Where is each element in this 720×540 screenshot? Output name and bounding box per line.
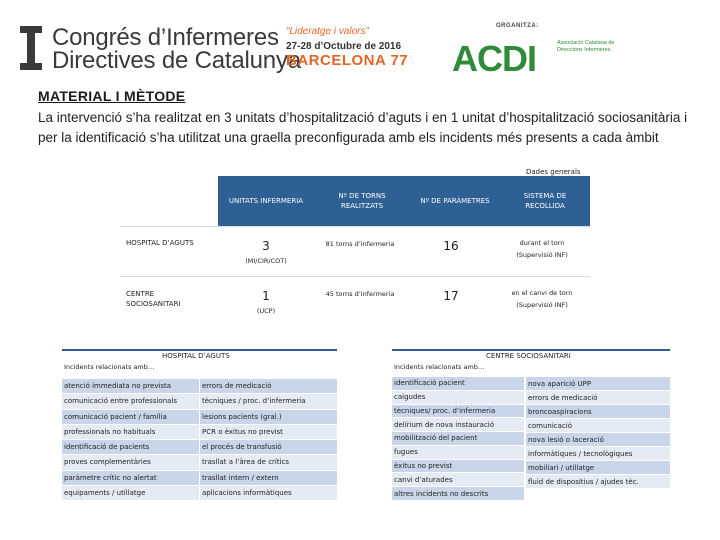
hospital-incident-right: PCR o èxitus no previst [200,425,337,440]
sociosanitari-incidents-table [392,377,670,501]
hospital-table-row [62,455,337,470]
hospital-incident-right: tècniques / proc. d’infermeria [200,394,337,409]
sociosanitari-incident-right: nova aparició UPP [526,377,670,391]
units-count: 3 [262,239,270,253]
sociosanitari-incident-left: èxitus no previst [392,460,524,474]
congress-title-line2: Directives de Catalunya [52,47,301,74]
shifts-count: 45 torns d’infermeria [325,290,395,298]
hospital-incident-left: comunicació entre professionals [62,394,200,409]
sociosanitari-incident-left: canvi d’aturades [392,473,524,487]
hospital-table-row [62,410,337,425]
hospital-incidents-table [62,379,337,501]
intro-paragraph: La intervenció s’ha realitzat en 3 unitats d’hospitalització d’aguts i en 1 unitat d’hospitalització sociosanitària i per la identificació s’ha utilitzat una graella preconfigurada amb els incidents més presents a cada àmbit [38,110,688,145]
hospital-incident-right: aplicacions informàtiques [200,486,337,501]
hospital-table-row [62,394,337,409]
congress-city: BARCELONA 77 [286,52,409,69]
hospital-table-row [62,379,337,394]
header-params: Nº DE PARÀMETRES [420,197,490,205]
general-table-caption: Dades generals [526,168,581,176]
hospital-incident-right: lesions pacients (gral.) [200,410,337,425]
sociosanitari-incident-right: mobiliari / utillatge [526,461,670,475]
sociosanitari-header-bar [392,349,670,351]
params-count: 17 [443,289,459,303]
hospital-table-subtitle: Incidents relacionats amb… [64,363,155,371]
hospital-incident-left: atenció immediata no prevista [62,379,200,394]
sociosanitari-incident-right: errors de medicació [526,391,670,405]
hospital-table-row [62,440,337,455]
params-count: 16 [443,239,459,253]
general-row-hospital [120,226,590,276]
shifts-count: 81 torns d’infermeria [325,240,395,248]
hospital-table-row [62,486,337,501]
sociosanitari-incident-right: broncoaspiracions [526,405,670,419]
hospital-incident-left: identificació de pacients [62,440,200,455]
sociosanitari-incident-left: caigudes [392,391,524,405]
hospital-table-title: HOSPITAL D’AGUTS [162,352,230,360]
units-detail: (MI/CIR/COT) [245,257,287,265]
row-label: HOSPITAL D’AGUTS [126,239,194,247]
system-line2: (Supervisió INF) [516,301,568,309]
general-row-sociosanitari [120,276,590,326]
general-data-table [120,176,590,326]
congress-title-line1: Congrés d’Infermeres [52,24,279,51]
hospital-incident-right: errors de medicació [200,379,337,394]
organizer-label: ORGANITZA: [496,23,539,29]
units-count: 1 [262,289,270,303]
hospital-table-row [62,471,337,486]
hospital-incident-right: trasllat intern / extern [200,471,337,486]
sociosanitari-incident-left: altres incidents no descrits [392,487,524,501]
congress-logo-mark [20,26,42,70]
organizer-subtitle: Associació Catalana de Direccions Infermeres [557,40,615,53]
hospital-incident-left: professionals no habituals [62,425,200,440]
hospital-header-bar [62,349,337,351]
sociosanitari-table-subtitle: Incidents relacionats amb… [394,363,485,371]
sociosanitari-incident-left: tècniques/ proc. d’infermeria [392,405,524,419]
organizer-logo: ACDI [452,38,536,79]
general-table-header [218,176,590,226]
hospital-incident-left: comunicació pacient / família [62,410,200,425]
system-line2: (Supervisió INF) [516,251,568,259]
section-title: MATERIAL I MÈTODE [38,88,186,104]
row-label: CENTRE SOCIOSANITARI [126,290,181,308]
system-line1: durant el torn [519,239,565,247]
sociosanitari-incident-left: mobilització del pacient [392,432,524,446]
hospital-incident-left: paràmetre crític no alertat [62,471,200,486]
sociosanitari-table-title: CENTRE SOCIOSANITARI [486,352,571,360]
system-line1: en el canvi de torn [511,289,573,297]
sociosanitari-incident-left: fugues [392,446,524,460]
header-system: SISTEMA DE RECOLLIDA [523,192,567,210]
header-units: UNITATS INFERMERIA [228,197,304,205]
hospital-incident-right: el procés de transfusió [200,440,337,455]
units-detail: (UCP) [256,307,276,315]
header-shifts: Nº DE TORNS REALITZATS [338,192,386,210]
congress-dates: 27-28 d’Octubre de 2016 [286,41,402,52]
sociosanitari-incident-right: comunicació [526,419,670,433]
hospital-incident-left: proves complementàries [62,455,200,470]
hospital-incident-left: equipaments / utillatge [62,486,200,501]
sociosanitari-incident-right: informàtiques / tecnològiques [526,447,670,461]
hospital-incident-right: trasllat a l’àrea de crítics [200,455,337,470]
sociosanitari-incident-left: identificació pacient [392,377,524,391]
sociosanitari-incident-right: nova lesió o laceració [526,433,670,447]
sociosanitari-incident-left: delírium de nova instauració [392,418,524,432]
congress-slogan: “Lideratge i valors” [286,26,369,37]
hospital-table-row [62,425,337,440]
sociosanitari-incident-right: fluid de dispositius / ajudes tèc. [526,475,670,489]
